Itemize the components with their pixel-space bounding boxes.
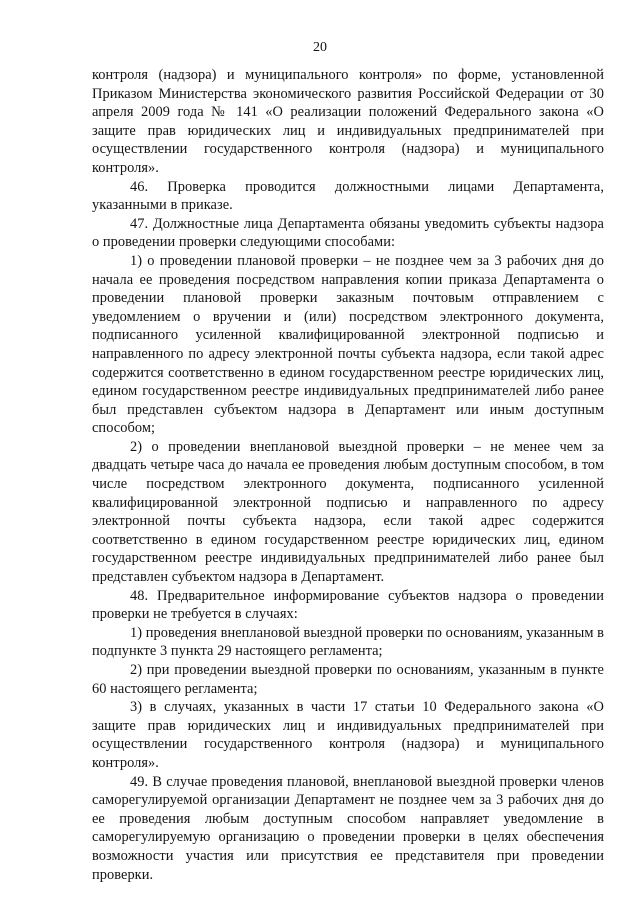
paragraph-49: 49. В случае проведения плановой, внеплановой выездной проверки членов саморегулируемой организации Департамент не позднее чем за 3 рабочих дня до ее проведения любым доступным способом направляет уведомление в саморегулируемую организацию о проведении проверки в целях обеспечения возможности участия или присутствия ее представителя при проведении проверки.: [92, 773, 604, 883]
paragraph-48-item-3: 3) в случаях, указанных в части 17 статьи 10 Федерального закона «О защите прав юридических лиц и индивидуальных предпринимателей при осуществлении государственного контроля (надзора) и муниципального контроля».: [92, 699, 604, 771]
page-number: 20: [313, 40, 327, 55]
document-body: [92, 66, 604, 884]
paragraph-47: 47. Должностные лица Департамента обязаны уведомить субъекты надзора о проведении проверки следующими способами:: [92, 215, 604, 251]
paragraph-47-item-1: 1) о проведении плановой проверки – не позднее чем за 3 рабочих дня до начала ее проведения посредством направления копии приказа Департамента о проведении плановой проверки заказным почтовым отправлением с уведомлением о вручении и (или) посредством электронного документа, подписанного усиленной квалифицированной электронной подписью и направленного по адресу электронной почты субъекта надзора, если такой адрес содержится соответственно в едином государственном реестре юридических лиц, едином государственном реестре индивидуальных предпринимателей либо ранее был представлен субъектом надзора в Департамент или иным доступным способом;: [92, 252, 604, 437]
paragraph-continuation: контроля (надзора) и муниципального контроля» по форме, установленной Приказом Министерства экономического развития Российской Федерации от 30 апреля 2009 года № 141 «О реализации положений Федерального закона «О защите прав юридических лиц и индивидуальных предпринимателей при осуществлении государственного контроля (надзора) и муниципального контроля».: [92, 67, 604, 176]
paragraph-48: 48. Предварительное информирование субъектов надзора о проведении проверки не требуется в случаях:: [92, 587, 604, 623]
paragraph-47-item-2: 2) о проведении внеплановой выездной проверки – не менее чем за двадцать четыре часа до начала ее проведения любым доступным способом, в том числе посредством электронного документа, подписанного усиленной квалифицированной электронной подписью и направленного по адресу электронной почты субъекта надзора, если такой адрес содержится соответственно в едином государственном реестре юридических лиц, едином государственном реестре индивидуальных предпринимателей либо ранее был представлен субъектом надзора в Департамент.: [92, 438, 604, 586]
paragraph-48-item-2: 2) при проведении выездной проверки по основаниям, указанным в пункте 60 настоящего регламента;: [92, 662, 604, 697]
paragraph-48-item-1: 1) проведения внеплановой выездной проверки по основаниям, указанным в подпункте 3 пункта 29 настоящего регламента;: [92, 624, 604, 660]
paragraph-46: 46. Проверка проводится должностными лицами Департамента, указанными в приказе.: [92, 178, 604, 214]
